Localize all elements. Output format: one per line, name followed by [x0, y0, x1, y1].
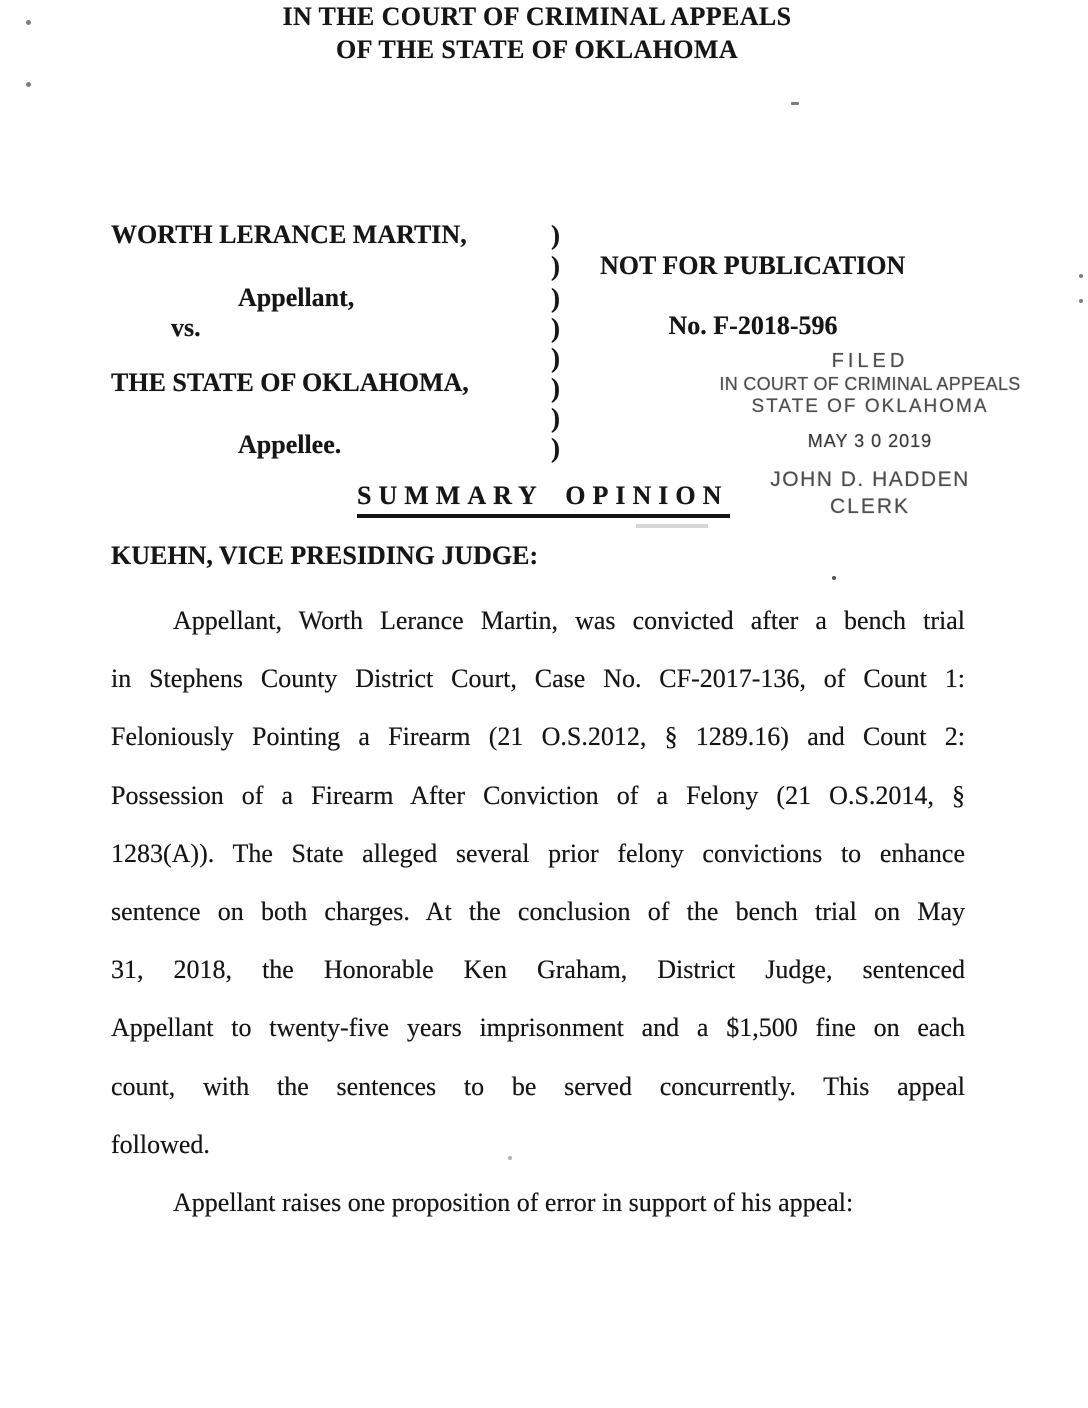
scan-artifact [1079, 299, 1083, 303]
scan-artifact [636, 524, 708, 528]
body-line: Appellant raises one proposition of error in support of his appeal: [173, 1188, 854, 1217]
court-header [0, 0, 1074, 66]
caption-paren: ) [551, 220, 560, 250]
case-number: No. F-2018-596 [668, 311, 838, 340]
court-name-line2: OF THE STATE OF OKLAHOMA [335, 35, 739, 64]
caption-paren: ) [551, 343, 560, 373]
caption-paren: ) [551, 403, 560, 433]
stamp-filed-label: FILED [831, 350, 909, 372]
body-line: Possession of a Firearm After Conviction of a Felony (21 O.S.2014, § [111, 780, 965, 810]
body-line: Appellant to twenty-five years imprisonment and a $1,500 fine on each [111, 1013, 965, 1043]
stamp-state-label: STATE OF OKLAHOMA [751, 396, 989, 417]
not-for-publication-label: NOT FOR PUBLICATION [600, 251, 906, 280]
judge-line: KUEHN, VICE PRESIDING JUDGE: [111, 541, 539, 570]
body-line: Feloniously Pointing a Firearm (21 O.S.2012, § 1289.16) and Count 2: [111, 722, 965, 752]
versus-label: vs. [171, 313, 201, 342]
body-line: count, with the sentences to be served concurrently. This appeal [111, 1071, 965, 1101]
caption-paren: ) [551, 373, 560, 403]
opinion-paragraph-1 [111, 592, 965, 1174]
stamp-court-label: IN COURT OF CRIMINAL APPEALS [719, 374, 1021, 394]
scan-artifact [791, 102, 799, 105]
court-name-line1: IN THE COURT OF CRIMINAL APPEALS [282, 2, 792, 31]
caption-paren: ) [551, 283, 560, 313]
caption-paren: ) [551, 313, 560, 343]
scan-artifact [1079, 274, 1083, 278]
opinion-paragraph-2 [111, 1174, 965, 1232]
stamp-date: MAY 3 0 2019 [807, 431, 933, 451]
body-line: 1283(A)). The State alleged several prior felony convictions to enhance [111, 838, 965, 868]
stamp-clerk-title: CLERK [829, 495, 911, 518]
body-line: 31, 2018, the Honorable Ken Graham, District Judge, sentenced [111, 955, 965, 985]
body-line: followed. [111, 1129, 210, 1159]
appellee-name: THE STATE OF OKLAHOMA, [111, 368, 469, 397]
caption-paren: ) [551, 433, 560, 463]
appellant-name: WORTH LERANCE MARTIN, [111, 220, 467, 249]
stamp-clerk-name: JOHN D. HADDEN [770, 468, 970, 491]
body-line: Appellant, Worth Lerance Martin, was convicted after a bench trial [173, 606, 965, 635]
scan-artifact [832, 576, 836, 580]
appellee-role: Appellee. [238, 430, 342, 459]
opinion-heading: SUMMARY OPINION [357, 481, 730, 518]
caption-paren: ) [551, 251, 560, 281]
scan-artifact [26, 82, 31, 87]
body-line: in Stephens County District Court, Case No. CF-2017-136, of Count 1: [111, 664, 965, 694]
appellant-role: Appellant, [238, 283, 355, 312]
body-line: sentence on both charges. At the conclusion of the bench trial on May [111, 897, 965, 927]
